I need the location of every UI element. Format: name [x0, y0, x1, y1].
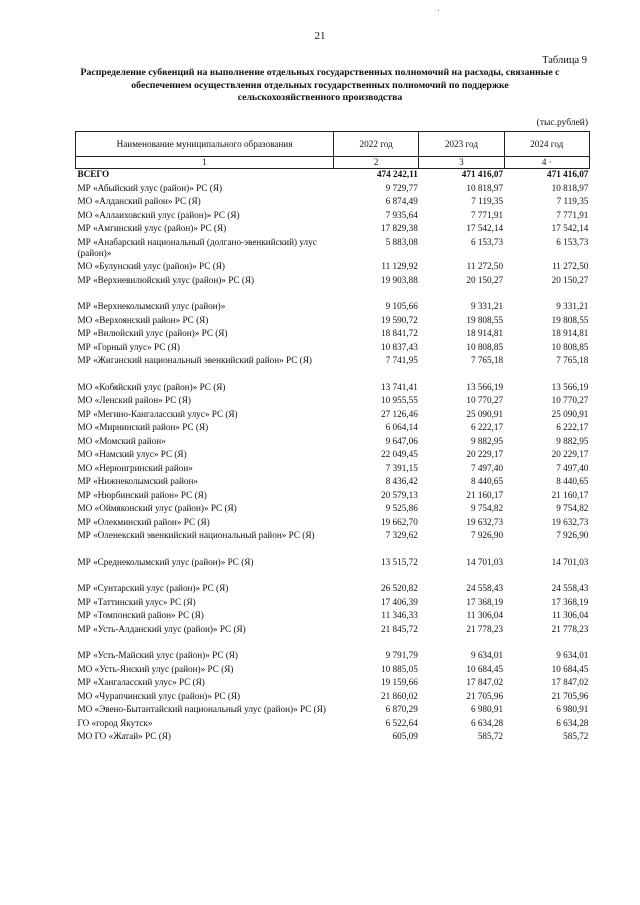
- municipality-name: МР «Усть-Майский улус (район)» РС (Я): [77, 650, 238, 660]
- value-2024: 6 222,17: [556, 422, 589, 432]
- table-row: [76, 650, 590, 664]
- value-2023: 19 808,55: [466, 314, 504, 325]
- municipality-name: МР «Верхневилюйский улус (район)» РС (Я): [77, 274, 255, 285]
- value-2023: 6 222,17: [470, 422, 504, 432]
- spacer-cell: [76, 570, 590, 583]
- municipality-name: МО «Усть-Янский улус (район)» РС (Я): [77, 663, 234, 674]
- municipality-name: МО «Чурапчинский улус (район)» РС (Я): [77, 690, 241, 701]
- units-label: (тыс.рублей): [536, 118, 588, 128]
- table-row: [76, 237, 590, 262]
- municipality-name: МО «Ленский район» РС (Я): [77, 395, 191, 405]
- scan-speck: [438, 10, 439, 11]
- value-2024: 7 497,40: [556, 462, 589, 473]
- value-2022: 9 791,79: [385, 650, 418, 660]
- value-2024: 6 634,28: [556, 717, 589, 728]
- municipality-name: МР «Амгинский улус (район)» РС (Я): [77, 223, 227, 233]
- value-2023: 14 701,03: [466, 556, 504, 567]
- table-row: [76, 597, 590, 611]
- table-row: [76, 677, 590, 691]
- spacer-row: [76, 637, 590, 650]
- spacer-cell: [76, 544, 590, 557]
- municipality-name: МО «Эвено-Бытантайский национальный улус (район)» РС (Я): [77, 704, 326, 714]
- value-2022: 27 126,46: [381, 408, 418, 419]
- value-2023: 21 705,96: [466, 690, 504, 701]
- value-2022: 605,09: [392, 731, 418, 741]
- table-row: [76, 731, 590, 745]
- table-row: [76, 583, 590, 597]
- municipality-name: МО «Нерюнгринский район»: [77, 462, 193, 473]
- table-row: [76, 718, 590, 732]
- value-2024: 10 770,27: [551, 395, 589, 405]
- municipality-name: МР «Жиганский национальный эвенкийский район» РС (Я): [77, 355, 312, 365]
- value-2023: 17 368,19: [466, 596, 504, 607]
- table-row: [76, 223, 590, 237]
- municipality-name: МР «Абыйский улус (район)» РС (Я): [77, 182, 223, 193]
- value-2022: 19 590,72: [381, 314, 418, 325]
- value-2022: 26 520,82: [381, 583, 418, 593]
- table-row: [76, 664, 590, 678]
- value-2024: 6 980,91: [556, 704, 589, 714]
- value-2024: 7 765,18: [556, 355, 589, 365]
- column-number: 4 ·: [504, 157, 589, 169]
- value-2024: 7 771,91: [556, 209, 589, 220]
- value-2023: 9 331,21: [470, 301, 504, 311]
- municipality-name: МР «Таттинский улус» РС (Я): [77, 596, 196, 607]
- value-2024: 18 914,81: [551, 328, 589, 338]
- table-row: [76, 463, 590, 477]
- table-row: [76, 610, 590, 624]
- table-row: [76, 395, 590, 409]
- value-2023: 17 542,14: [466, 223, 504, 233]
- municipality-name: МР «Вилюйский улус (район)» РС (Я): [77, 328, 228, 338]
- table-row: [76, 275, 590, 289]
- value-2023: 18 914,81: [466, 328, 504, 338]
- value-2022: 7 935,64: [385, 209, 418, 220]
- total-value-2022: 474 242,11: [376, 169, 418, 179]
- municipality-name: МО «Алданский район» РС (Я): [77, 196, 201, 206]
- value-2024: 10 684,45: [551, 663, 589, 674]
- value-2022: 8 436,42: [385, 476, 418, 486]
- value-2023: 13 566,19: [466, 381, 504, 392]
- municipality-name: МО «Кобяйский улус (район)» РС (Я): [77, 381, 226, 392]
- header-2023: 2023 год: [419, 132, 504, 157]
- value-2022: 13 741,41: [381, 381, 418, 392]
- value-2022: 22 049,45: [381, 449, 418, 459]
- municipality-name: МР «Сунтарский улус (район)» РС (Я): [77, 583, 229, 593]
- value-2024: 9 634,01: [556, 650, 589, 660]
- value-2022: 19 662,70: [381, 516, 418, 527]
- spacer-row: [76, 288, 590, 301]
- value-2022: 21 845,72: [381, 623, 418, 634]
- table-row: [76, 449, 590, 463]
- table-row: [76, 355, 590, 369]
- table-row: [76, 422, 590, 436]
- total-value-2023: 471 416,07: [461, 169, 504, 179]
- table-row: [76, 503, 590, 517]
- value-2022: 11 129,92: [381, 261, 418, 271]
- value-2022: 19 159,66: [381, 677, 418, 687]
- table-row: [76, 557, 590, 571]
- value-2023: 10 808,85: [466, 341, 504, 352]
- value-2023: 7 119,35: [471, 196, 504, 206]
- municipality-name: МР «Горный улус» РС (Я): [77, 341, 180, 352]
- spacer-cell: [76, 369, 590, 382]
- value-2024: 20 229,17: [551, 449, 589, 459]
- value-2022: 7 329,62: [385, 530, 418, 540]
- value-2022: 17 829,38: [381, 223, 418, 233]
- value-2022: 6 522,64: [385, 717, 418, 728]
- municipality-name: МР «Усть-Алданский улус (район)» РС (Я): [77, 623, 246, 634]
- table-title: Распределение субвенций на выполнение отдельных государственных полномочий на расходы, связанные с обеспечением осуществления отдельных государственных полномочий по поддержке сельскохозяйственного производства: [80, 67, 560, 103]
- municipality-name: МО «Аллаиховский улус (район)» РС (Я): [77, 209, 240, 220]
- municipality-name: МО «Оймяконский улус (район)» РС (Я): [77, 503, 237, 513]
- table-row: [76, 210, 590, 224]
- municipality-name: МО «Верхоянский район» РС (Я): [77, 314, 209, 325]
- value-2024: 9 882,95: [556, 435, 589, 446]
- header-municipality: Наименование муниципального образования: [76, 132, 334, 157]
- value-2024: 10 808,85: [551, 341, 589, 352]
- value-2024: 19 808,55: [551, 314, 589, 325]
- value-2022: 10 837,43: [381, 341, 418, 352]
- total-label: ВСЕГО: [77, 169, 110, 179]
- value-2023: 9 634,01: [470, 650, 504, 660]
- value-2023: 25 090,91: [466, 408, 504, 419]
- value-2022: 17 406,39: [381, 596, 418, 607]
- value-2022: 13 515,72: [381, 556, 418, 567]
- table-row: [76, 196, 590, 210]
- value-2022: 6 064,14: [385, 422, 418, 432]
- municipality-name: МР «Мегино-Кангаласский улус» РС (Я): [77, 408, 238, 419]
- value-2024: 14 701,03: [551, 556, 589, 567]
- value-2022: 11 346,33: [381, 610, 418, 620]
- value-2023: 6 153,73: [470, 236, 504, 247]
- table-label: Таблица 9: [542, 55, 587, 66]
- value-2024: 25 090,91: [551, 408, 589, 419]
- value-2024: 10 818,97: [551, 182, 589, 193]
- value-2024: 7 926,90: [556, 530, 589, 540]
- municipality-name: МР «Среднеколымский улус (район)» РС (Я): [77, 556, 254, 567]
- value-2022: 10 885,05: [381, 663, 418, 674]
- value-2023: 9 754,82: [470, 503, 504, 513]
- value-2024: 9 331,21: [556, 301, 589, 311]
- column-number: 1: [76, 157, 334, 169]
- value-2023: 19 632,73: [466, 516, 504, 527]
- value-2023: 11 306,04: [466, 610, 504, 620]
- value-2022: 6 870,29: [385, 704, 418, 714]
- municipality-name: МР «Томпонский район» РС (Я): [77, 610, 204, 620]
- value-2024: 8 440,65: [556, 476, 589, 486]
- value-2024: 585,72: [563, 731, 589, 741]
- value-2023: 10 770,27: [466, 395, 504, 405]
- municipality-name: МР «Анабарский национальный (долгано-эвенкийский) улус (район)»: [77, 236, 317, 258]
- value-2022: 18 841,72: [381, 328, 418, 338]
- spacer-row: [76, 570, 590, 583]
- value-2024: 21 778,23: [551, 623, 589, 634]
- table-row: [76, 315, 590, 329]
- header-2022: 2022 год: [334, 132, 419, 157]
- table-row: [76, 382, 590, 396]
- value-2024: 11 272,50: [551, 261, 589, 271]
- spacer-row: [76, 369, 590, 382]
- value-2022: 5 883,08: [385, 236, 418, 247]
- municipality-name: МР «Олекминский район» РС (Я): [77, 516, 210, 527]
- value-2023: 17 847,02: [466, 677, 504, 687]
- value-2023: 10 818,97: [466, 182, 504, 193]
- value-2022: 20 579,13: [381, 489, 418, 500]
- value-2024: 24 558,43: [551, 583, 589, 593]
- municipality-name: МО «Момский район»: [77, 435, 166, 446]
- table-row: [76, 704, 590, 718]
- value-2024: 17 847,02: [551, 677, 589, 687]
- value-2022: 7 391,15: [385, 462, 418, 473]
- value-2022: 6 874,49: [385, 196, 418, 206]
- value-2022: 9 647,06: [385, 435, 418, 446]
- value-2023: 585,72: [477, 731, 504, 741]
- value-2022: 19 903,88: [381, 274, 418, 285]
- table-row: [76, 328, 590, 342]
- table-row: [76, 691, 590, 705]
- value-2024: 17 368,19: [551, 596, 589, 607]
- value-2024: 13 566,19: [551, 381, 589, 392]
- value-2023: 21 160,17: [466, 489, 504, 500]
- value-2024: 17 542,14: [551, 223, 589, 233]
- spacer-row: [76, 544, 590, 557]
- total-value-2024: 471 416,07: [547, 169, 589, 179]
- total-row: [76, 169, 590, 183]
- header-2024: 2024 год: [504, 132, 589, 157]
- value-2023: 8 440,65: [470, 476, 504, 486]
- value-2024: 11 306,04: [551, 610, 589, 620]
- value-2023: 6 634,28: [470, 717, 504, 728]
- table-row: [76, 183, 590, 197]
- municipality-name: МО ГО «Жатай» РС (Я): [77, 731, 171, 741]
- value-2023: 7 765,18: [470, 355, 504, 365]
- table-row: [76, 409, 590, 423]
- value-2024: 19 632,73: [551, 516, 589, 527]
- value-2023: 9 882,95: [470, 435, 504, 446]
- value-2024: 20 150,27: [551, 274, 589, 285]
- table-row: [76, 476, 590, 490]
- value-2022: 10 955,55: [381, 395, 418, 405]
- column-number-row: [76, 157, 590, 169]
- municipality-name: МО «Булунский улус (район)» РС (Я): [77, 261, 225, 271]
- column-number: 3: [419, 157, 504, 169]
- value-2022: 9 525,86: [385, 503, 418, 513]
- table-row: [76, 624, 590, 638]
- municipality-name: МР «Нюрбинский район» РС (Я): [77, 489, 207, 500]
- value-2022: 9 105,66: [385, 301, 418, 311]
- column-number: 2: [334, 157, 419, 169]
- value-2022: 9 729,77: [385, 182, 418, 193]
- table-row: [76, 436, 590, 450]
- value-2023: 20 150,27: [466, 274, 504, 285]
- header-row: [76, 132, 590, 157]
- municipality-name: МР «Нижнеколымский район»: [77, 476, 198, 486]
- table-row: [76, 261, 590, 275]
- value-2024: 6 153,73: [556, 236, 589, 247]
- value-2023: 24 558,43: [466, 583, 504, 593]
- municipality-name: МР «Оленекский эвенкийский национальный район» РС (Я): [77, 530, 315, 540]
- value-2023: 10 684,45: [466, 663, 504, 674]
- spacer-cell: [76, 637, 590, 650]
- value-2024: 21 705,96: [551, 690, 589, 701]
- value-2023: 6 980,91: [470, 704, 504, 714]
- value-2024: 9 754,82: [556, 503, 589, 513]
- table-row: [76, 530, 590, 544]
- value-2023: 20 229,17: [466, 449, 504, 459]
- value-2024: 21 160,17: [551, 489, 589, 500]
- value-2023: 21 778,23: [466, 623, 504, 634]
- spacer-cell: [76, 288, 590, 301]
- subsidy-table: [75, 131, 590, 745]
- value-2023: 7 497,40: [470, 462, 504, 473]
- table-row: [76, 301, 590, 315]
- table-row: [76, 342, 590, 356]
- value-2024: 7 119,35: [556, 196, 589, 206]
- value-2022: 21 860,02: [381, 690, 418, 701]
- municipality-name: МР «Верхнеколымский улус (район)»: [77, 301, 226, 311]
- page-number: 21: [314, 30, 326, 42]
- value-2022: 7 741,95: [385, 355, 418, 365]
- municipality-name: ГО «город Якутск»: [77, 717, 153, 728]
- municipality-name: МО «Намский улус» РС (Я): [77, 449, 187, 459]
- value-2023: 11 272,50: [466, 261, 504, 271]
- value-2023: 7 771,91: [470, 209, 504, 220]
- table-row: [76, 490, 590, 504]
- municipality-name: МО «Мирнинский район» РС (Я): [77, 422, 209, 432]
- value-2023: 7 926,90: [470, 530, 504, 540]
- table-row: [76, 517, 590, 531]
- municipality-name: МР «Хангаласский улус» РС (Я): [77, 677, 205, 687]
